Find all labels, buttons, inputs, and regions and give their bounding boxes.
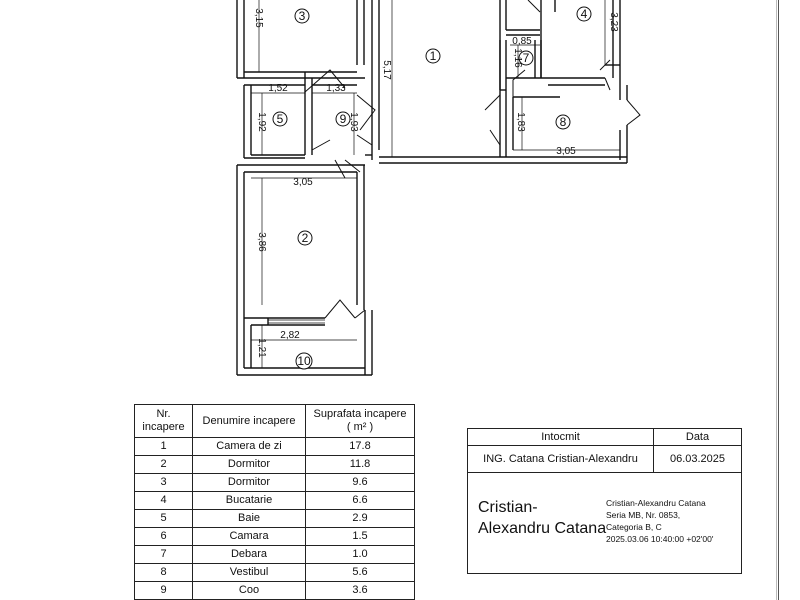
signature-detail-series: Seria MB, Nr. 0853, — [606, 510, 681, 520]
table-row — [135, 474, 415, 492]
room-10-label: 10 — [297, 354, 311, 368]
dim-1-92: 1,92 — [256, 112, 267, 132]
page-margin-line — [778, 0, 779, 600]
header-nr: Nr. incapere — [135, 405, 193, 438]
cell-nr: 1 — [135, 438, 193, 456]
table-row — [135, 528, 415, 546]
dim-3-15: 3,15 — [253, 8, 264, 28]
cell-nr: 9 — [135, 582, 193, 600]
cell-area: 5.6 — [306, 564, 415, 582]
cell-area: 1.0 — [306, 546, 415, 564]
dim-1-16: 1,16 — [512, 48, 523, 68]
cell-area: 2.9 — [306, 510, 415, 528]
author-name: ING. Catana Cristian-Alexandru — [468, 446, 654, 473]
cell-name: Debara — [193, 546, 306, 564]
cell-area: 11.8 — [306, 456, 415, 474]
room-9-label: 9 — [339, 112, 347, 126]
signature-name-line1: Cristian- — [478, 499, 538, 516]
room-1-label: 1 — [429, 49, 437, 63]
table-row — [135, 438, 415, 456]
cell-area: 3.6 — [306, 582, 415, 600]
dim-1-83: 1,83 — [515, 112, 526, 132]
header-data: Data — [654, 429, 742, 446]
cell-name: Camera de zi — [193, 438, 306, 456]
dim-1-33: 1,33 — [326, 83, 346, 94]
cell-name: Vestibul — [193, 564, 306, 582]
table-row — [135, 510, 415, 528]
cell-nr: 7 — [135, 546, 193, 564]
cell-nr: 8 — [135, 564, 193, 582]
table-row — [135, 582, 415, 600]
header-suprafata-unit: ( m² ) — [346, 421, 374, 433]
header-intocmit: Intocmit — [468, 429, 654, 446]
digital-signature-cell — [468, 473, 742, 574]
table-row — [135, 456, 415, 474]
cell-area: 1.5 — [306, 528, 415, 546]
cell-nr: 5 — [135, 510, 193, 528]
cell-nr: 6 — [135, 528, 193, 546]
signature-name-line2: Alexandru Catana — [478, 520, 607, 537]
digital-signature-row — [468, 473, 742, 574]
cell-name: Dormitor — [193, 456, 306, 474]
room-4-label: 4 — [580, 7, 588, 21]
header-denumire: Denumire incapere — [193, 405, 306, 438]
dim-3-05-right: 3,05 — [556, 146, 576, 157]
table-row — [135, 564, 415, 582]
room-7-label: 7 — [522, 51, 530, 65]
room-8-label: 8 — [559, 115, 567, 129]
cell-name: Baie — [193, 510, 306, 528]
cell-nr: 4 — [135, 492, 193, 510]
digital-signature-details — [606, 497, 713, 545]
signature-detail-name: Cristian-Alexandru Catana — [606, 498, 706, 508]
cell-name: Camara — [193, 528, 306, 546]
room-3-label: 3 — [298, 9, 306, 23]
author-date: 06.03.2025 — [654, 446, 742, 473]
signature-table — [467, 428, 742, 574]
signature-detail-timestamp: 2025.03.06 10:40:00 +02'00' — [606, 534, 714, 544]
cell-nr: 2 — [135, 456, 193, 474]
signature-detail-category: Categoria B, C — [606, 522, 662, 532]
page-margin-line-inner — [776, 0, 777, 600]
header-suprafata-text: Suprafata incapere — [313, 408, 407, 420]
cell-area: 6.6 — [306, 492, 415, 510]
dim-3-23: 3,23 — [608, 12, 619, 32]
dim-1-93: 1,93 — [348, 112, 359, 132]
signature-header-row — [468, 429, 742, 446]
dim-3-05-top: 3,05 — [293, 177, 313, 188]
table-row — [135, 492, 415, 510]
dim-0-85: 0,85 — [512, 36, 532, 47]
dim-3-86: 3,86 — [256, 232, 267, 252]
room-5-label: 5 — [276, 112, 284, 126]
table-row — [135, 546, 415, 564]
cell-name: Coo — [193, 582, 306, 600]
dim-5-17: 5,17 — [381, 60, 392, 80]
cell-area: 17.8 — [306, 438, 415, 456]
header-suprafata — [306, 405, 415, 438]
cell-nr: 3 — [135, 474, 193, 492]
dim-2-82: 2,82 — [280, 330, 300, 341]
rooms-table — [134, 404, 415, 600]
signature-author-row — [468, 446, 742, 473]
rooms-table-header — [135, 405, 415, 438]
cell-name: Bucatarie — [193, 492, 306, 510]
room-2-label: 2 — [301, 231, 309, 245]
cell-area: 9.6 — [306, 474, 415, 492]
dim-1-52: 1,52 — [268, 83, 288, 94]
digital-signature-name — [478, 497, 606, 539]
cell-name: Dormitor — [193, 474, 306, 492]
dim-1-21: 1,21 — [256, 338, 267, 358]
